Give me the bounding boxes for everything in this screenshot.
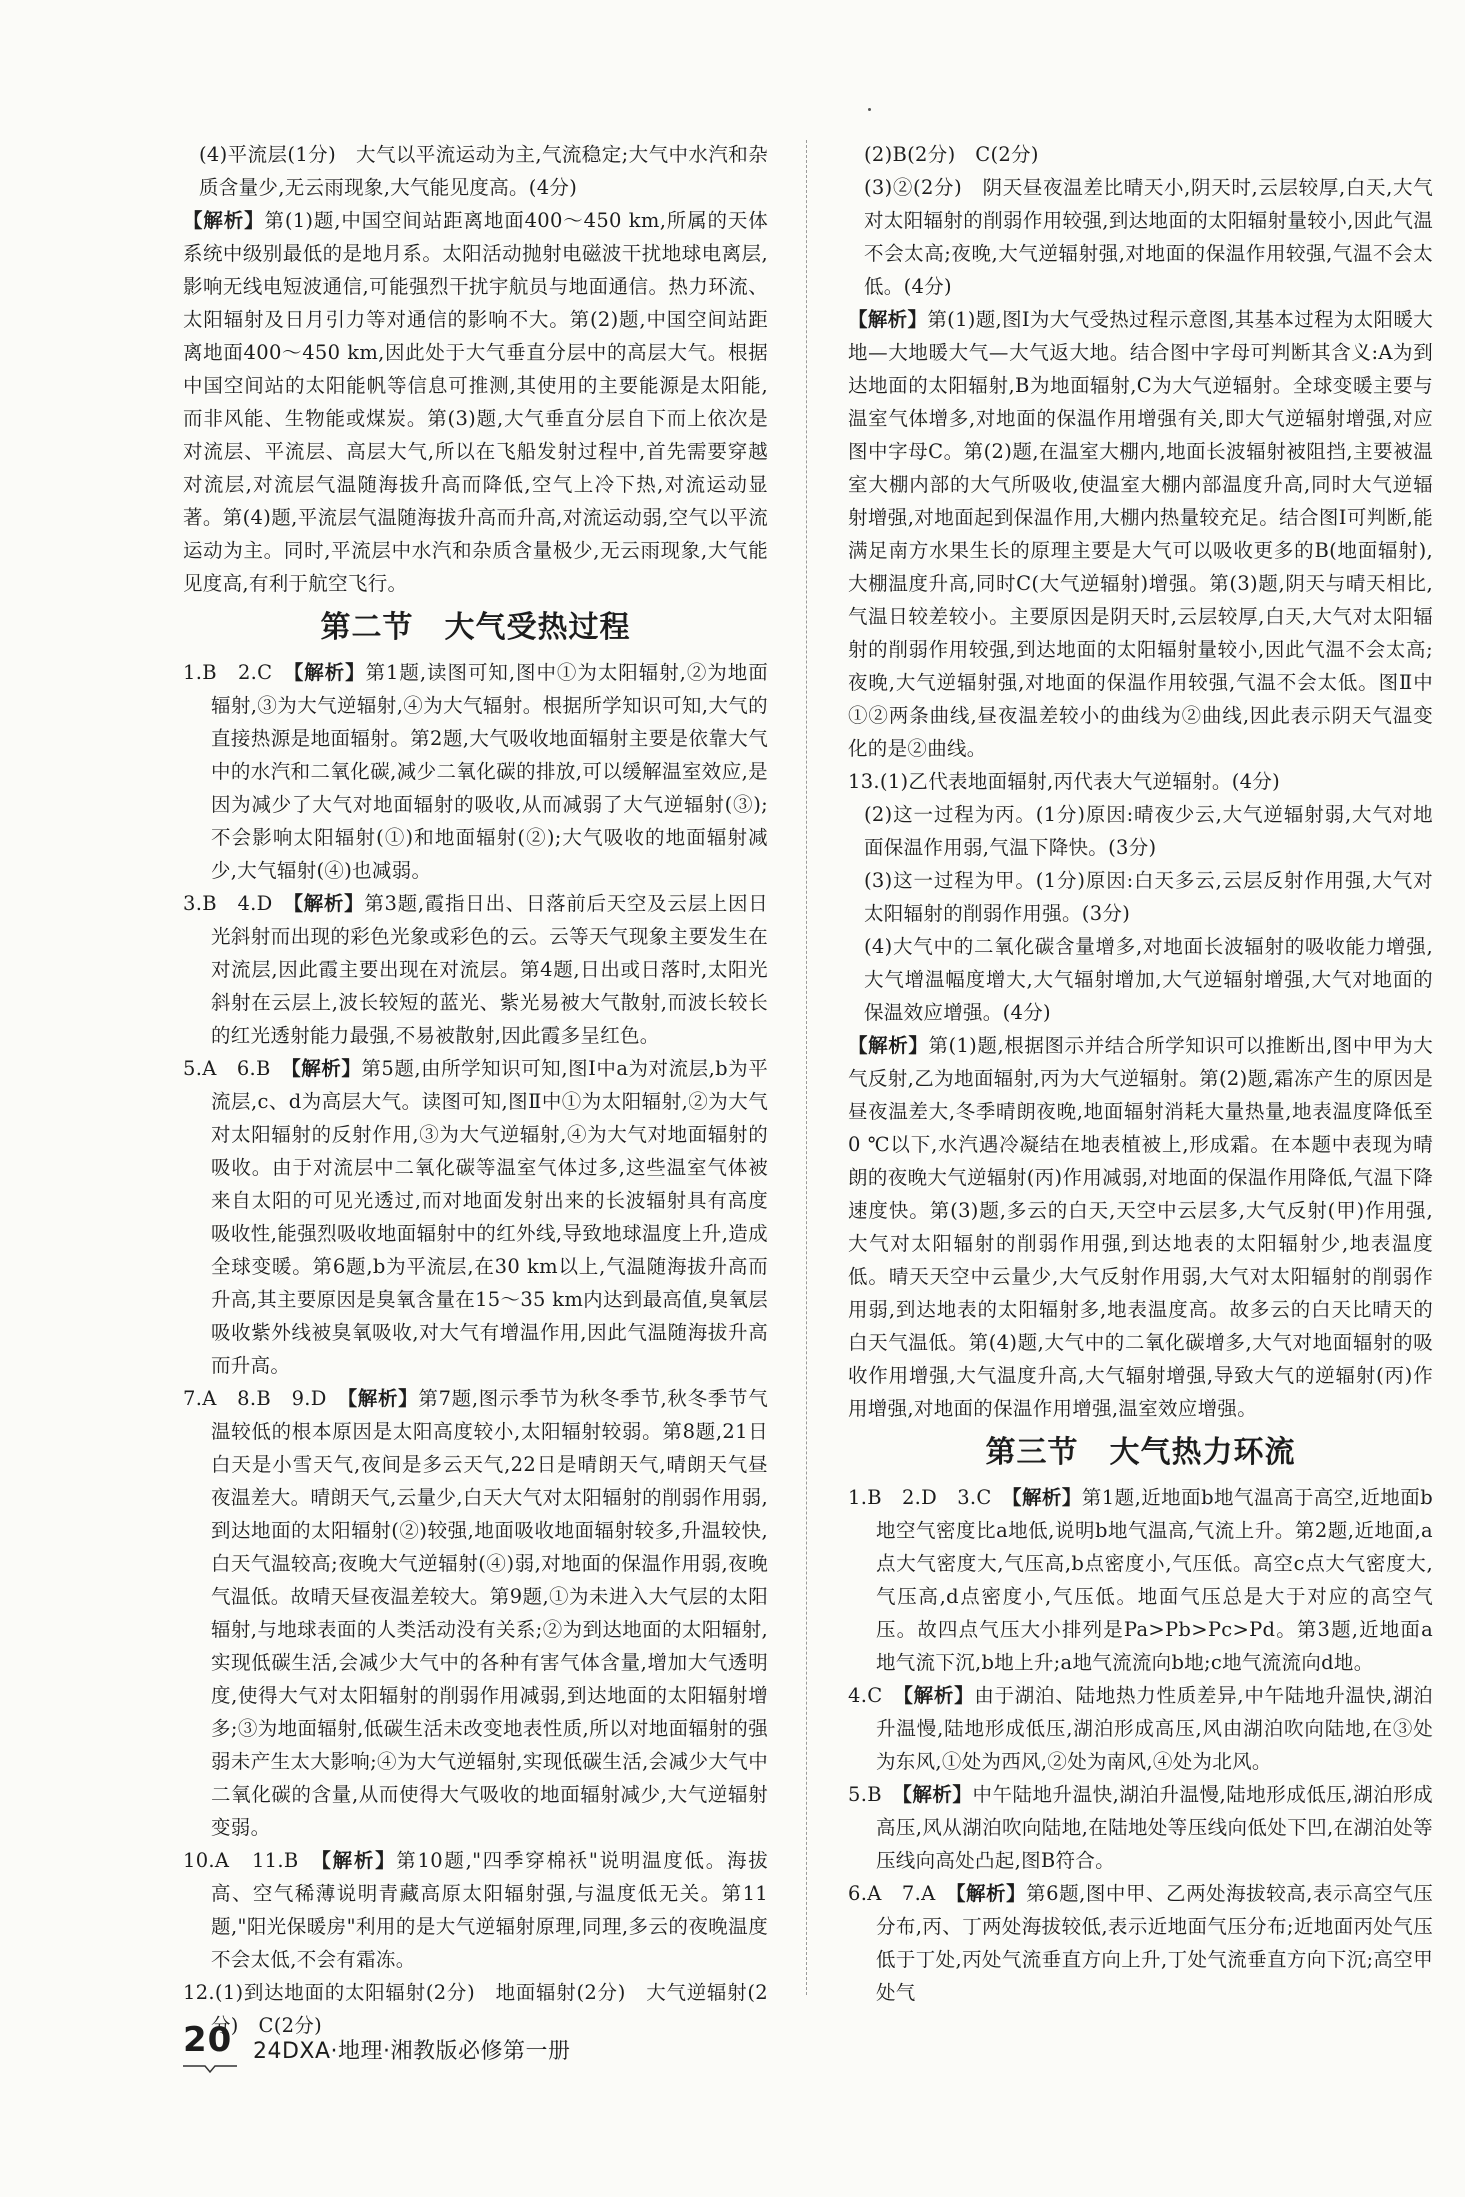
analysis-12 xyxy=(848,303,1433,765)
question-1-3 xyxy=(848,1481,1433,1679)
speck xyxy=(868,108,871,111)
section-title-3: 第三节 大气热力环流 xyxy=(985,1435,1296,1470)
answer-13-4: (4)大气中的二氧化碳含量增多,对地面长波辐射的吸收能力增强,大气增温幅度增大,大气辐射增加,大气逆辐射增强,大气对地面的保温效应增强。(4分) xyxy=(864,935,1433,1024)
analysis-13 xyxy=(848,1029,1433,1425)
question-5 xyxy=(848,1778,1433,1877)
analysis-label: 【解析】 xyxy=(347,1387,419,1410)
answer-12-3: (3)②(2分) 阴天昼夜温差比晴天小,阴天时,云层较厚,白天,大气对太阳辐射的削弱作用较强,到达地面的太阳辐射量较小,因此气温不会太高;夜晚,大气逆辐射强,对地面的保温作用较强,气温不会太低。(4分) xyxy=(864,176,1433,298)
analysis-text: 第1题,近地面b地气温高于高空,近地面b地空气密度比a地低,说明b地气温高,气流上升。第2题,近地面,a点大气密度大,气压高,b点密度小,气压低。高空c点大气密度大,气压高,d点密度小,气压低。地面气压总是大于对应的高空气压。故四点气压大小排列是Pa>Pb>Pc>Pd。第3题,近地面a地气流下沉,b地上升;a地气流流向b地;c地气流流向d地。 xyxy=(876,1486,1433,1674)
question-4 xyxy=(848,1679,1433,1778)
answer-keys: 5.B xyxy=(848,1783,903,1806)
analysis-text: 第(1)题,中国空间站距离地面400～450 km,所属的天体系统中级别最低的是地月系。太阳活动抛射电磁波干扰地球电离层,影响无线电短波通信,可能强烈干扰宇航员与地面通信。热力环流、太阳辐射及日月引力等对通信的影响不大。第(2)题,中国空间站距离地面400～450 km,因此处于大气垂直分层中的高层大气。根据中国空间站的太阳能帆等信息可推测,其使用的主要能源是太阳能,而非风能、生物能或煤炭。第(3)题,大气垂直分层自下而上依次是对流层、平流层、高层大气,所以在飞船发射过程中,首先需要穿越对流层,对流层气温随海拔升高而降低,空气上冷下热,对流运动显著。第(4)题,平流层气温随海拔升高而升高,对流运动弱,空气以平流运动为主。同时,平流层中水汽和杂质含量极少,无云雨现象,大气能见度高,有利于航空飞行。 xyxy=(183,209,769,595)
analysis-text: 第1题,读图可知,图中①为太阳辐射,②为地面辐射,③为大气逆辐射,④为大气辐射。根据所学知识可知,大气的直接热源是地面辐射。第2题,大气吸收地面辐射主要是依靠大气中的水汽和二氧化碳,减少二氧化碳的排放,可以缓解温室效应,是因为减少了大气对地面辐射的吸收,从而减弱了大气逆辐射(③);不会影响太阳辐射(①)和地面辐射(②);大气吸收的地面辐射减少,大气辐射(④)也减弱。 xyxy=(211,661,768,882)
question-1-2 xyxy=(183,656,768,887)
analysis-label: 【解析】 xyxy=(321,1849,397,1872)
answer-keys: 1.B 2.C xyxy=(183,661,294,684)
book-code: 24DXA·地理·湘教版必修第一册 xyxy=(253,2039,571,2064)
analysis-label: 【解析】 xyxy=(848,308,928,331)
question-12: 12.(1)到达地面的太阳辐射(2分) 地面辐射(2分) 大气逆辐射(2分) C(2分) xyxy=(183,1981,768,2037)
analysis-text: 第6题,图中甲、乙两处海拔较高,表示高空气压分布,丙、丁两处海拔较低,表示近地面气压分布;近地面丙处气压低于丁处,丙处气流垂直方向上升,丁处气流垂直方向下沉;高空甲处气 xyxy=(876,1882,1434,2004)
analysis-block xyxy=(183,204,768,600)
analysis-text: 第(1)题,图Ⅰ为大气受热过程示意图,其基本过程为太阳暖大地—大地暖大气—大气返大地。结合图中字母可判断其含义:A为到达地面的太阳辐射,B为地面辐射,C为大气逆辐射。全球变暖主要与温室气体增多,对地面的保温作用增强有关,即大气逆辐射增强,对应图中字母C。第(2)题,在温室大棚内,地面长波辐射被阻挡,主要被温室大棚内部的大气所吸收,使温室大棚内部温度升高,同时大气逆辐射增强,对地面起到保温作用,大棚内热量较充足。结合图Ⅰ可判断,能满足南方水果生长的原理主要是大气可以吸收更多的B(地面辐射),大棚温度升高,同时C(大气逆辐射)增强。第(3)题,阴天与晴天相比,气温日较差较小。主要原因是阴天时,云层较厚,白天,大气对太阳辐射的削弱作用较强,到达地面的太阳辐射量较小,因此气温不会太高;夜晚,大气逆辐射强,对地面的保温作用较强,气温不会太低。图Ⅱ中①②两条曲线,昼夜温差较小的曲线为②曲线,因此表示阴天气温变化的是②曲线。 xyxy=(848,308,1434,760)
analysis-label: 【解析】 xyxy=(293,892,365,915)
analysis-text: 第7题,图示季节为秋冬季节,秋冬季节气温较低的根本原因是太阳高度较小,太阳辐射较弱。第8题,21日白天是小雪天气,夜间是多云天气,22日是晴朗天气,晴朗天气昼夜温差大。晴朗天气,云量少,白天大气对太阳辐射的削弱作用弱,到达地面的太阳辐射(②)较强,地面吸收地面辐射较多,升温较快,白天气温较高;夜晚大气逆辐射(④)弱,对地面的保温作用弱,夜晚气温低。故晴天昼夜温差较大。第9题,①为未进入大气层的太阳辐射,与地球表面的人类活动没有关系;②为到达地面的太阳辐射,实现低碳生活,会减少大气中的各种有害气体含量,增加大气透明度,使得大气对太阳辐射的削弱作用减弱,到达地面的太阳辐射增多;③为地面辐射,低碳生活未改变地表性质,所以对地面辐射的强弱未产生太大影响;④为大气逆辐射,实现低碳生活,会减少大气中二氧化碳的含量,从而使得大气吸收的地面辐射减少,大气逆辐射变弱。 xyxy=(211,1387,768,1839)
analysis-label: 【解析】 xyxy=(955,1882,1027,1905)
answer-12-2: (2)B(2分) C(2分) xyxy=(864,143,1039,166)
left-column xyxy=(183,138,768,2042)
analysis-label: 【解析】 xyxy=(848,1034,929,1057)
question-3-4 xyxy=(183,887,768,1052)
analysis-label: 【解析】 xyxy=(183,209,265,232)
analysis-text: 中午陆地升温快,湖泊升温慢,陆地形成低压,湖泊形成高压,风从湖泊吹向陆地,在陆地处等压线向低处下凹,在湖泊处等压线向高处凸起,图B符合。 xyxy=(876,1783,1433,1872)
answer-4: (4)平流层(1分) 大气以平流运动为主,气流稳定;大气中水汽和杂质含量少,无云雨现象,大气能见度高。(4分) xyxy=(199,143,768,199)
page-number: 20 xyxy=(183,2020,233,2060)
answer-keys: 10.A 11.B xyxy=(183,1849,322,1872)
right-column xyxy=(848,138,1433,2009)
analysis-label: 【解析】 xyxy=(293,661,366,684)
answer-keys: 5.A 6.B xyxy=(183,1057,291,1080)
analysis-text: 第(1)题,根据图示并结合所学知识可以推断出,图中甲为大气反射,乙为地面辐射,丙为大气逆辐射。第(2)题,霜冻产生的原因是昼夜温差大,冬季晴朗夜晚,地面辐射消耗大量热量,地表温度降低至0 ℃以下,水汽遇冷凝结在地表植被上,形成霜。在本题中表现为晴朗的夜晚大气逆辐射(丙)作用减弱,对地面的保温作用降低,气温下降速度快。第(3)题,多云的白天,天空中云层多,大气反射(甲)作用强,大气对太阳辐射的削弱作用强,到达地表的太阳辐射少,地表温度低。晴天天空中云量少,大气反射作用弱,大气对太阳辐射的削弱作用弱,到达地表的太阳辐射多,地表温度高。故多云的白天比晴天的白天气温低。第(4)题,大气中的二氧化碳增多,大气对地面辐射的吸收作用增强,大气温度升高,大气辐射增强,导致大气的逆辐射(丙)作用增强,对地面的保温作用增强,温室效应增强。 xyxy=(848,1034,1434,1420)
analysis-label: 【解析】 xyxy=(290,1057,362,1080)
page-footer xyxy=(183,2020,883,2080)
analysis-text: 第5题,由所学知识可知,图Ⅰ中a为对流层,b为平流层,c、d为高层大气。读图可知,图Ⅱ中①为太阳辐射,②为大气对太阳辐射的反射作用,③为大气逆辐射,④为大气对地面辐射的吸收。由于对流层中二氧化碳等温室气体过多,这些温室气体被来自太阳的可见光透过,而对地面发射出来的长波辐射具有高度吸收性,能强烈吸收地面辐射中的红外线,导致地球温度上升,造成全球变暖。第6题,b为平流层,在30 km以上,气温随海拔升高而升高,其主要原因是臭氧含量在15～35 km内达到最高值,臭氧层吸收紫外线被臭氧吸收,对大气有增温作用,因此气温随海拔升高而升高。 xyxy=(211,1057,769,1377)
answer-keys: 7.A 8.B 9.D xyxy=(183,1387,348,1410)
column-divider xyxy=(806,140,807,1995)
question-10-11 xyxy=(183,1844,768,1976)
question-7-9 xyxy=(183,1382,768,1844)
analysis-text: 第10题,"四季穿棉袄"说明温度低。海拔高、空气稀薄说明青藏高原太阳辐射强,与温度低无关。第11题,"阳光保暖房"利用的是大气逆辐射原理,同理,多云的夜晚温度不会太低,不会有霜冻。 xyxy=(211,1849,768,1971)
answer-keys: 6.A 7.A xyxy=(848,1882,956,1905)
answer-13-3: (3)这一过程为甲。(1分)原因:白天多云,云层反射作用强,大气对太阳辐射的削弱作用强。(3分) xyxy=(864,869,1433,925)
page-number-underline-icon xyxy=(183,2064,237,2074)
question-6-7 xyxy=(848,1877,1433,2009)
section-title-2: 第二节 大气受热过程 xyxy=(320,610,631,645)
analysis-text: 由于湖泊、陆地热力性质差异,中午陆地升温快,湖泊升温慢,陆地形成低压,湖泊形成高压,风由湖泊吹向陆地,在③处为东风,①处为西风,②处为南风,④处为北风。 xyxy=(876,1684,1433,1773)
answer-13-2: (2)这一过程为丙。(1分)原因:晴夜少云,大气逆辐射弱,大气对地面保温作用弱,气温下降快。(3分) xyxy=(864,803,1433,859)
answer-keys: 3.B 4.D xyxy=(183,892,294,915)
answer-keys: 4.C xyxy=(848,1684,904,1707)
question-5-6 xyxy=(183,1052,768,1382)
analysis-label: 【解析】 xyxy=(903,1684,975,1707)
analysis-label: 【解析】 xyxy=(902,1783,973,1806)
answer-keys: 1.B 2.D 3.C xyxy=(848,1486,1012,1509)
answer-13-1: 13.(1)乙代表地面辐射,丙代表大气逆辐射。(4分) xyxy=(848,770,1281,793)
analysis-text: 第3题,霞指日出、日落前后天空及云层上因日光斜射而出现的彩色光象或彩色的云。云等天气现象主要发生在对流层,因此霞主要出现在对流层。第4题,日出或日落时,太阳光斜射在云层上,波长较短的蓝光、紫光易被大气散射,而波长较长的红光透射能力最强,不易被散射,因此霞多呈红色。 xyxy=(211,892,769,1047)
analysis-label: 【解析】 xyxy=(1011,1486,1082,1509)
